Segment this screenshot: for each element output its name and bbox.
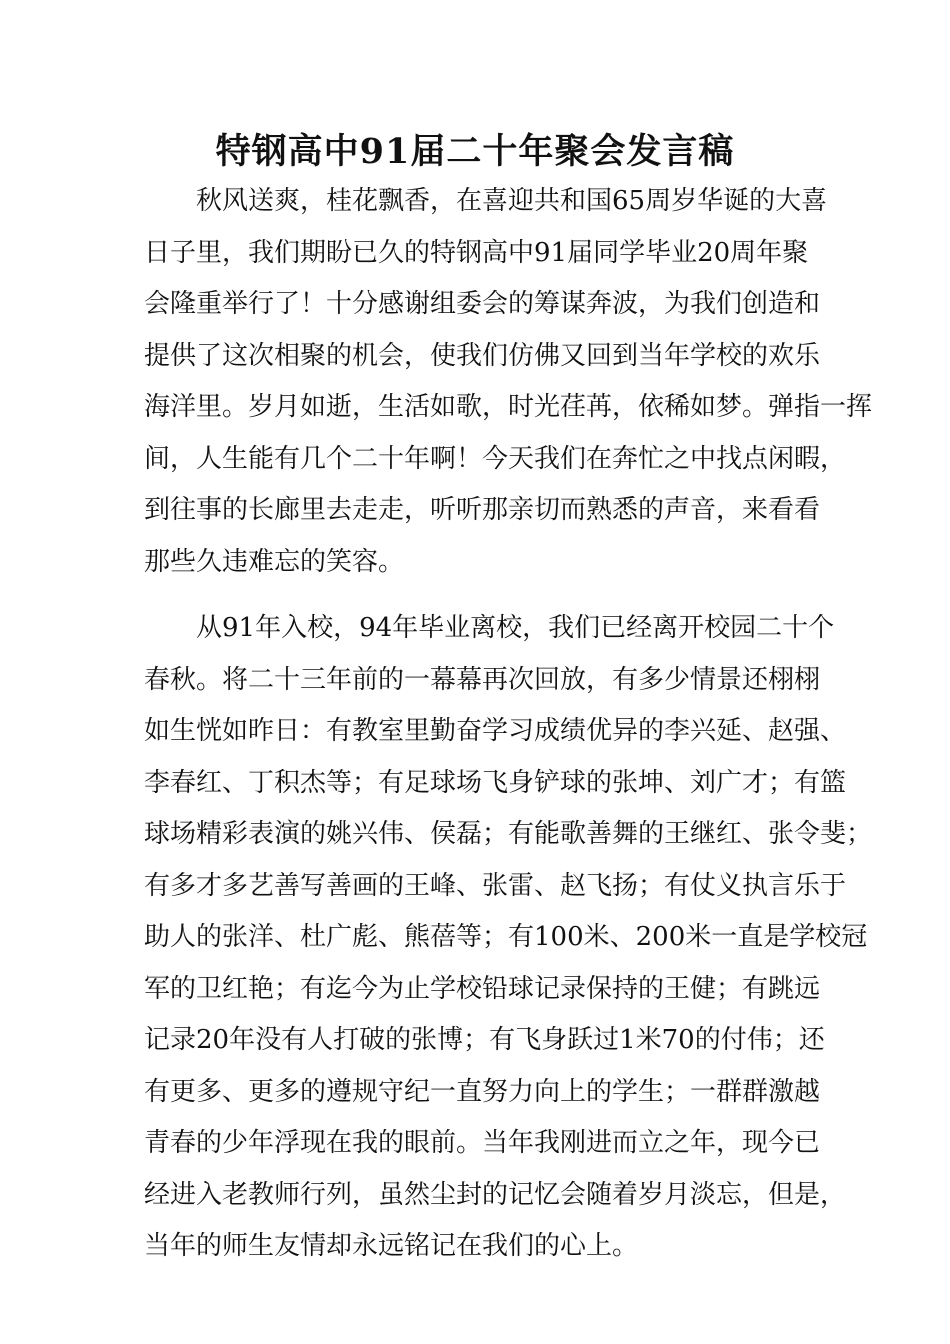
text-line: 海洋里。岁月如逝，生活如歌，时光荏苒，依稀如梦。弹指一挥 <box>144 392 873 422</box>
text-line: 如生恍如昨日：有教室里勤奋学习成绩优异的李兴延、赵强、 <box>144 716 847 746</box>
paragraph-1 <box>144 176 873 588</box>
text-line: 李春红、丁积杰等；有足球场飞身铲球的张坤、刘广才；有篮 <box>144 767 847 798</box>
text-line: 秋风送爽，桂花飘香，在喜迎共和国65周岁华诞的大喜 <box>196 186 828 216</box>
text-line: 间，人生能有几个二十年啊！今天我们在奔忙之中找点闲暇， <box>144 443 847 474</box>
text-line: 当年的师生友情却永远铭记在我们的心上。 <box>144 1231 639 1261</box>
text-line: 军的卫红艳；有迄今为止学校铅球记录保持的王健；有跳远 <box>144 973 821 1004</box>
text-line: 春秋。将二十三年前的一幕幕再次回放，有多少情景还栩栩 <box>144 664 821 695</box>
text-line: 助人的张洋、杜广彪、熊蓓等；有100米、200米一直是学校冠 <box>144 922 868 952</box>
text-line: 有更多、更多的遵规守纪一直努力向上的学生；一群群激越 <box>144 1076 821 1107</box>
text-line: 青春的少年浮现在我的眼前。当年我刚进而立之年，现今已 <box>144 1128 821 1158</box>
text-line: 到往事的长廊里去走走，听听那亲切而熟悉的声音，来看看 <box>144 495 821 525</box>
document-body <box>144 176 873 1273</box>
text-line: 从91年入校，94年毕业离校，我们已经离开校园二十个 <box>196 613 835 643</box>
text-line: 日子里，我们期盼已久的特钢高中91届同学毕业20周年聚 <box>144 237 809 268</box>
text-line: 有多才多艺善写善画的王峰、张雷、赵飞扬；有仗义执言乐于 <box>144 870 847 901</box>
document-title: 特钢高中91届二十年聚会发言稿 <box>215 131 735 172</box>
text-line: 提供了这次相聚的机会，使我们仿佛又回到当年学校的欢乐 <box>144 340 821 371</box>
text-line: 经进入老教师行列，虽然尘封的记忆会随着岁月淡忘，但是， <box>144 1179 847 1210</box>
text-line: 球场精彩表演的姚兴伟、侯磊；有能歌善舞的王继红、张令斐； <box>144 819 873 849</box>
text-line: 会隆重举行了！十分感谢组委会的筹谋奔波，为我们创造和 <box>144 289 821 319</box>
paragraph-2 <box>144 603 873 1273</box>
text-line: 记录20年没有人打破的张博；有飞身跃过1米70的付伟；还 <box>144 1025 825 1055</box>
text-line: 那些久违难忘的笑容。 <box>144 546 405 577</box>
